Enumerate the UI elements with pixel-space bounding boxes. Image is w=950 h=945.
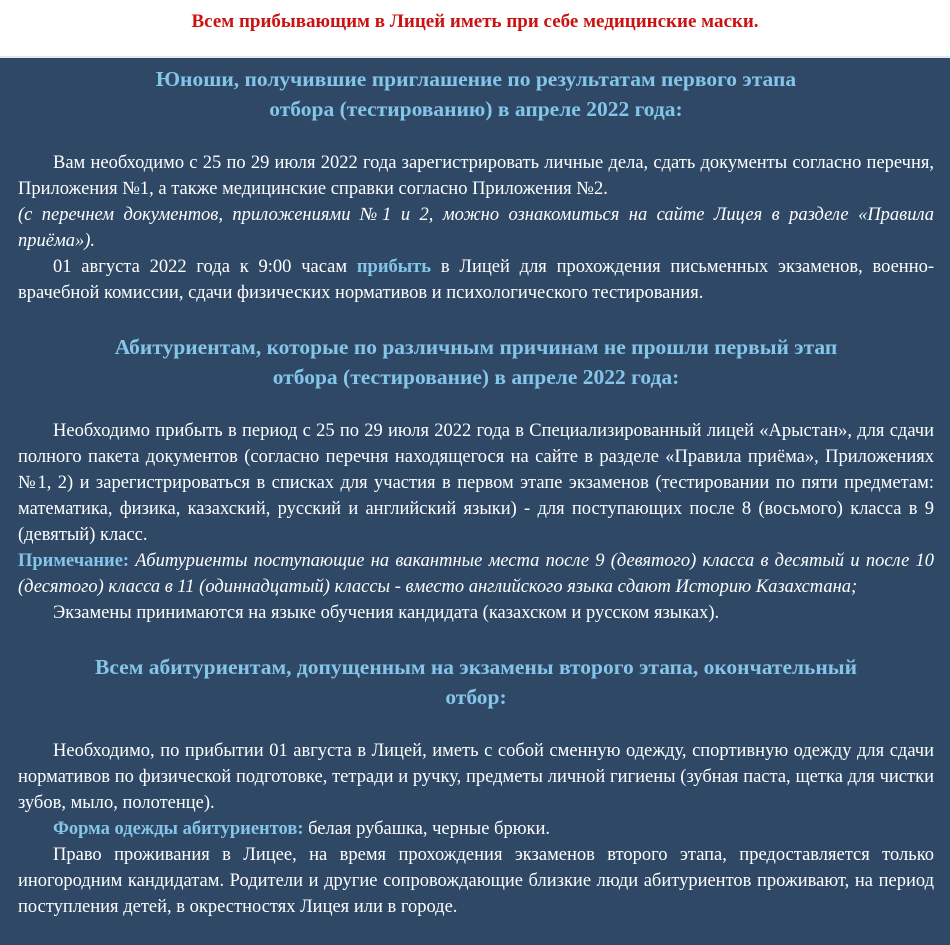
section-3-title bbox=[18, 652, 934, 712]
section-2-title-line-1: Абитуриентам, которые по различным причинам не прошли первый этап bbox=[114, 335, 838, 359]
admission-info bbox=[0, 58, 950, 920]
section-2-paragraph-2: Экзамены принимаются на языке обучения кандидата (казахском и русском языках). bbox=[53, 603, 720, 623]
mask-notice-banner bbox=[0, 0, 950, 58]
section-1-title-line-1: Юноши, получившие приглашение по результатам первого этапа bbox=[155, 67, 797, 91]
section-1-paragraph-2 bbox=[18, 254, 934, 306]
section-1-paragraph-1: Вам необходимо с 25 по 29 июля 2022 года зарегистрировать личные дела, сдать документы согласно перечня, Приложения №1, а также медицинские справки согласно Приложения №2. bbox=[18, 153, 934, 199]
section-2-title-line-2: отбора (тестирование) в апреле 2022 года: bbox=[272, 365, 680, 389]
dress-code-label: Форма одежды абитуриентов: bbox=[53, 819, 304, 839]
section-1-paragraph-2-end: в Лицей для прохождения письменных экзаменов, военно-врачебной комиссии, сдачи физических нормативов и психологического тестирования. bbox=[18, 257, 935, 303]
section-1-title bbox=[18, 64, 934, 124]
section-1-title-line-2: отбора (тестированию) в апреле 2022 года: bbox=[269, 97, 683, 121]
section-1-note: (с перечнем документов, приложениями №1 и 2, можно ознакомиться на сайте Лицея в разделе «Правила приёма»). bbox=[18, 205, 934, 251]
mask-notice-text: Всем прибывающим в Лицей иметь при себе медицинские маски. bbox=[191, 11, 759, 32]
section-3-paragraph-2: Право проживания в Лицее, на время прохождения экзаменов второго этапа, предоставляется только иногородним кандидатам. Родители и другие сопровождающие близкие люди абитуриентов проживают, на период поступления детей, в окрестностях Лицея или в городе. bbox=[18, 845, 934, 917]
section-2-note bbox=[18, 548, 934, 600]
dress-code bbox=[18, 816, 934, 842]
section-1-paragraph-2-start: 01 августа 2022 года к 9:00 часам bbox=[53, 257, 357, 277]
section-2-paragraph-1: Необходимо прибыть в период с 25 по 29 июля 2022 года в Специализированный лицей «Арыстан», для сдачи полного пакета документов (согласно перечня находящегося на сайте в разделе «Правила приёма», Приложениях №1, 2) и зарегистрироваться в списках для участия в первом этапе экзаменов (тестировании по пяти предметам: математика, физика, казахский, русский и английский языки) - для поступающих после 8 (восьмого) класса в 9 (девятый) класс. bbox=[18, 421, 934, 545]
section-3-title-line-1: Всем абитуриентам, допущенным на экзамены второго этапа, окончательный bbox=[95, 655, 857, 679]
section-3-title-line-2: отбор: bbox=[445, 685, 507, 709]
arrive-highlight: прибыть bbox=[356, 257, 432, 277]
note-label: Примечание: bbox=[18, 551, 130, 571]
section-3-paragraph-1: Необходимо, по прибытии 01 августа в Лицей, иметь с собой сменную одежду, спортивную одежду для сдачи нормативов по физической подготовке, тетради и ручку, предметы личной гигиены (зубная паста, щетка для чистки зубов, мыло, полотенце). bbox=[18, 741, 934, 813]
section-2-title bbox=[18, 332, 934, 392]
dress-code-text: белая рубашка, черные брюки. bbox=[303, 819, 551, 839]
note-text: Абитуриенты поступающие на вакантные места после 9 (девятого) класса в десятый и после 10 (десятого) класса в 11 (одиннадцатый) классы - вместо английского языка сдают Историю Казахстана; bbox=[18, 551, 934, 597]
